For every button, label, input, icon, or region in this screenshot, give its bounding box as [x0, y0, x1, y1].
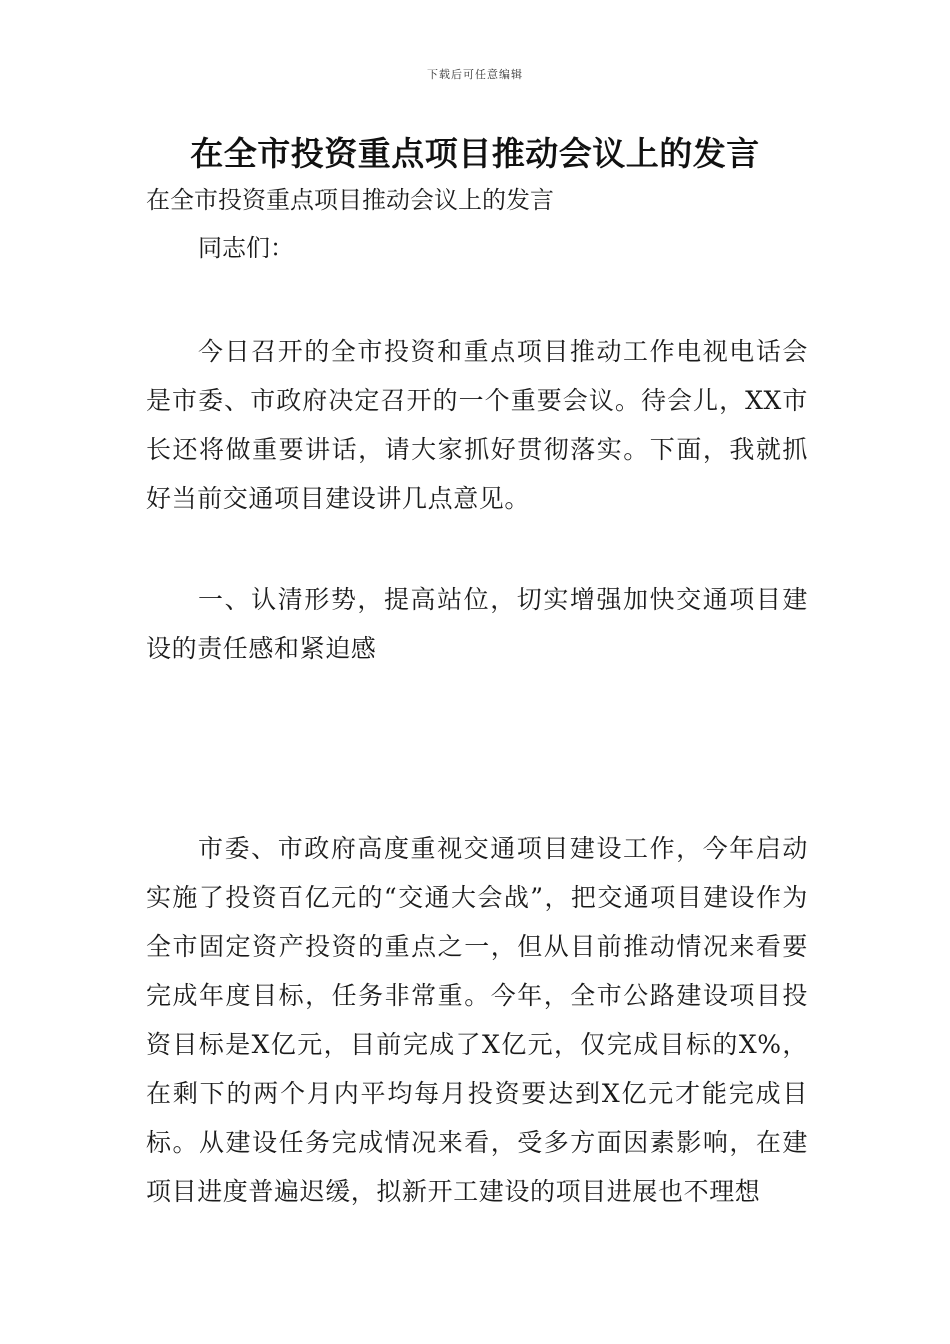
paragraph-opening: 今日召开的全市投资和重点项目推动工作电视电话会是市委、市政府决定召开的一个重要会议。待会儿，XX市长还将做重要讲话，请大家抓好贯彻落实。下面，我就抓好当前交通项目建设讲几点意见。: [146, 337, 808, 513]
greeting: 同志们：: [198, 234, 294, 262]
document-subtitle: 在全市投资重点项目推动会议上的发言: [146, 186, 554, 214]
section-heading-1: 一、认清形势，提高站位，切实增强加快交通项目建设的责任感和紧迫感: [146, 585, 808, 663]
paragraph-situation: 市委、市政府高度重视交通项目建设工作，今年启动实施了投资百亿元的“交通大会战”，把交通项目建设作为全市固定资产投资的重点之一，但从目前推动情况来看要完成年度目标，任务非常重。今年，全市公路建设项目投资目标是X亿元，目前完成了X亿元，仅完成目标的X%，在剩下的两个月内平均每月投资要达到X亿元才能完成目标。从建设任务完成情况来看，受多方面因素影响，在建项目进度普遍迟缓，拟新开工建设的项目进展也不理想: [146, 834, 808, 1206]
document-title: 在全市投资重点项目推动会议上的发言: [190, 134, 760, 173]
header-note: 下载后可任意编辑: [427, 68, 523, 81]
